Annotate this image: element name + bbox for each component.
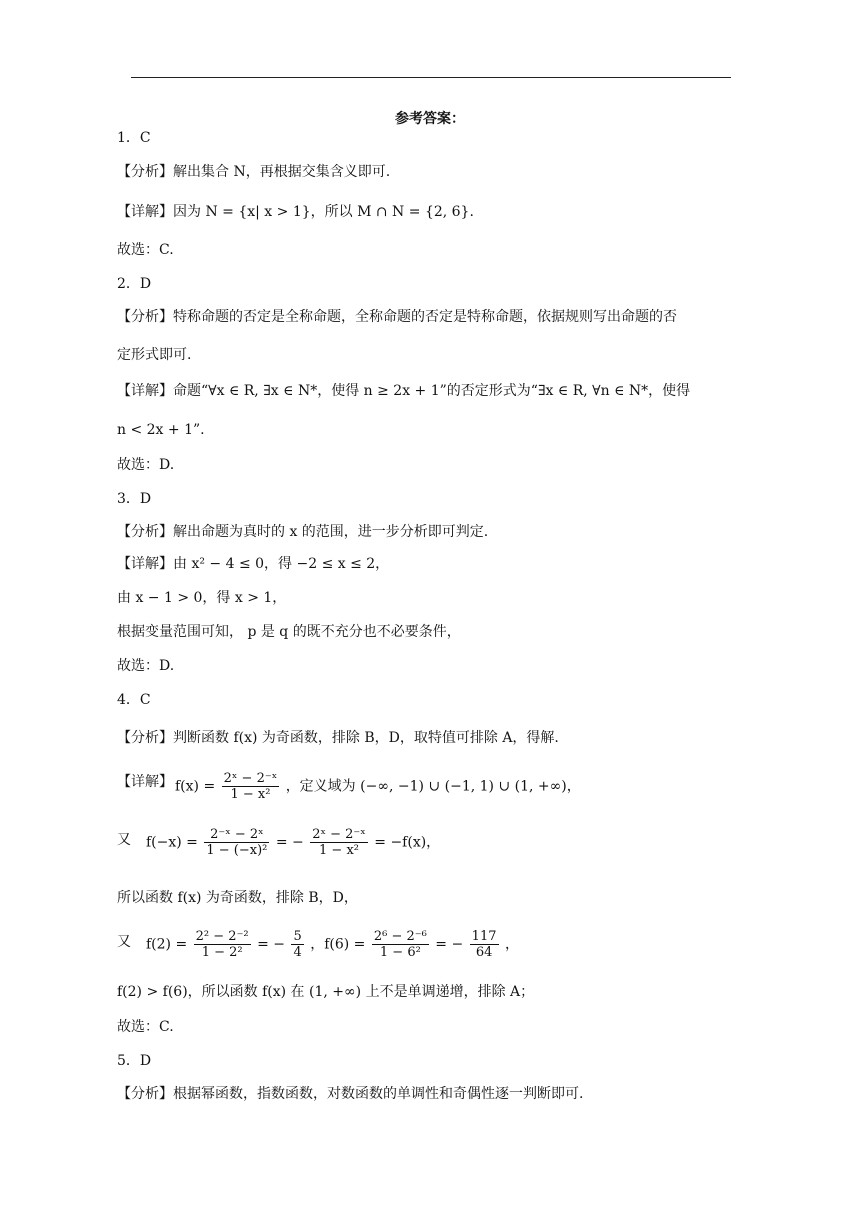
text-line: 2．D: [117, 276, 152, 292]
eq2-mid: = −: [275, 834, 304, 851]
eq3-num2: 5: [293, 929, 302, 944]
text-line: 【分析】解出命题为真时的 x 的范围，进一步分析即可判定.: [117, 524, 489, 540]
text-line: 【分析】判断函数 f(x) 为奇函数，排除 B，D，取特值可排除 A，得解.: [117, 730, 559, 746]
eq2-num2: 2ˣ − 2⁻ˣ: [312, 827, 366, 842]
text-line: 又: [117, 934, 131, 950]
text-line: n < 2x + 1”.: [117, 422, 205, 438]
text-line: 【详解】因为 N = {x| x > 1}，所以 M ∩ N = {2, 6}.: [117, 204, 474, 220]
text-line: 4．C: [117, 692, 151, 708]
header-rule: [131, 77, 731, 78]
eq3-mid1: = −: [257, 936, 286, 953]
text-line: 故选：C.: [117, 1019, 174, 1035]
eq2-fraction-2: [310, 828, 368, 857]
eq3-sep: ，f(6) =: [310, 936, 366, 953]
text-line: 定形式即可.: [117, 347, 192, 363]
text-line: 【详解】命题“∀x ∈ R, ∃x ∈ N*，使得 n ≥ 2x + 1”的否定形式为“∃x ∈ R, ∀n ∈ N*，使得: [117, 383, 691, 399]
equation-f-x: [175, 772, 581, 801]
eq2-den1: 1 − (−x)²: [206, 843, 268, 858]
text-line: 【分析】特称命题的否定是全称命题，全称命题的否定是特称命题，依据规则写出命题的否: [117, 309, 677, 325]
eq1-numerator: 2ˣ − 2⁻ˣ: [223, 771, 278, 786]
text-line: 1．C: [117, 130, 151, 146]
eq2-tail: = −f(x)，: [374, 834, 441, 851]
eq1-denominator: 1 − x²: [230, 787, 271, 802]
text-line: 根据变量范围可知， p 是 q 的既不充分也不必要条件，: [117, 624, 461, 640]
eq3-den2: 4: [293, 945, 302, 960]
eq1-tail: ，定义域为 (−∞, −1) ∪ (−1, 1) ∪ (1, +∞)，: [285, 778, 581, 795]
text-line: 【详解】: [117, 774, 173, 790]
eq1-fraction: [222, 772, 280, 801]
text-line: 3．D: [117, 491, 152, 507]
equation-f-neg-x: [146, 828, 440, 857]
eq3-lhs: f(2) =: [146, 936, 188, 953]
eq2-fraction-1: [204, 828, 269, 857]
eq3-tail: ，: [504, 936, 519, 953]
text-line: 又: [117, 832, 131, 848]
eq3-fraction-2: [291, 930, 303, 959]
eq2-lhs: f(−x) =: [146, 834, 198, 851]
page-title: 参考答案：: [395, 111, 465, 127]
eq3-den4: 64: [475, 945, 493, 960]
text-line: 故选：D.: [117, 658, 175, 674]
eq2-num1: 2⁻ˣ − 2ˣ: [204, 828, 269, 843]
eq3-den3: 1 − 6²: [379, 945, 421, 960]
eq3-den1: 1 − 2²: [201, 945, 243, 960]
text-line: 【分析】根据幂函数，指数函数，对数函数的单调性和奇偶性逐一判断即可.: [117, 1086, 584, 1102]
text-line: 所以函数 f(x) 为奇函数，排除 B，D，: [117, 890, 358, 906]
text-line: 【详解】由 x² − 4 ≤ 0，得 −2 ≤ x ≤ 2，: [117, 556, 390, 572]
equation-f2-f6: [146, 930, 519, 959]
text-line: 5．D: [117, 1053, 152, 1069]
eq2-den2: 1 − x²: [319, 843, 359, 858]
eq3-fraction-1: [194, 930, 251, 959]
eq3-fraction-4: [470, 930, 499, 959]
text-line: 故选：C.: [117, 242, 174, 258]
text-line: 故选：D.: [117, 457, 175, 473]
eq3-num1: 2² − 2⁻²: [195, 929, 249, 944]
eq3-num4: 117: [471, 929, 497, 944]
eq1-lhs: f(x) =: [175, 778, 216, 795]
eq3-mid2: = −: [435, 936, 464, 953]
text-line: f(2) > f(6)，所以函数 f(x) 在 (1, +∞) 上不是单调递增，排除 A；: [117, 984, 535, 1000]
text-line: 由 x − 1 > 0，得 x > 1，: [117, 590, 287, 606]
eq3-num3: 2⁶ − 2⁻⁶: [373, 929, 427, 944]
eq3-fraction-3: [372, 930, 429, 959]
text-line: 【分析】解出集合 N，再根据交集含义即可.: [117, 164, 391, 180]
